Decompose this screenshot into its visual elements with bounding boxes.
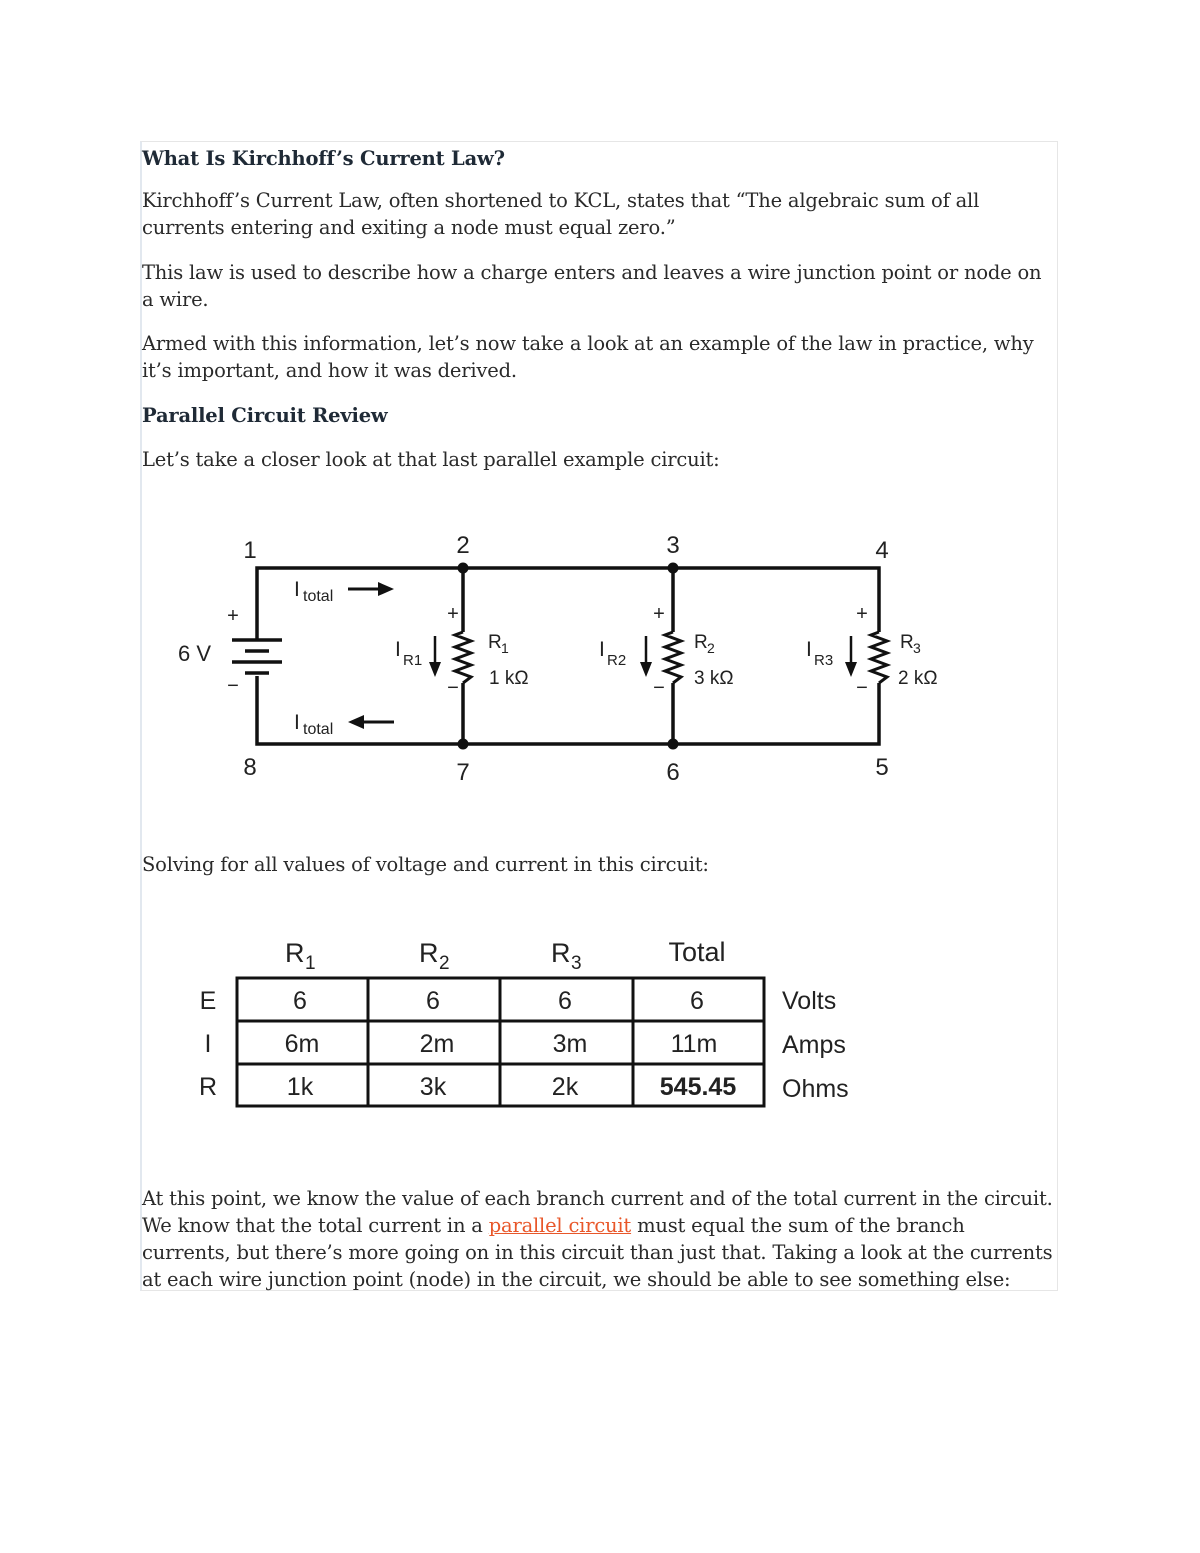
i-r3-sub: R3: [814, 652, 834, 669]
i-total-top-sub: total: [303, 588, 334, 605]
table-cell: 6: [690, 987, 704, 1015]
i-total-bottom-letter: I: [294, 711, 300, 734]
heading-parallel-review: Parallel Circuit Review: [142, 404, 388, 427]
r3-plus-sign: +: [856, 603, 868, 625]
r1-plus-sign: +: [447, 603, 459, 625]
table-cell-total-resistance: 545.45: [659, 1073, 737, 1101]
paragraph-text-before-link: At this point, we know the value of each branch current and of the total current in the circuit. We know that the total current in a: [142, 1187, 1053, 1237]
source-voltage-label: 6 V: [178, 641, 212, 666]
node-label-5: 5: [875, 754, 889, 781]
node-dot-6: [668, 739, 679, 750]
node-label-7: 7: [456, 759, 470, 786]
table-cell: 6: [426, 987, 440, 1015]
i-r2-letter: I: [599, 638, 605, 661]
row-label-r: R: [198, 1073, 218, 1101]
i-total-top-letter: I: [294, 578, 300, 601]
r1-name-letter: R: [488, 632, 502, 653]
r3-name-index: 3: [913, 640, 921, 656]
table-cell: 6: [293, 987, 307, 1015]
i-r1-letter: I: [395, 638, 401, 661]
values-table: [180, 925, 900, 1115]
i-total-bottom-sub: total: [303, 721, 334, 738]
node-label-4: 4: [875, 537, 889, 564]
table-cell: 1k: [286, 1073, 314, 1101]
down-arrow-icon: [429, 636, 441, 677]
paragraph-solving: Solving for all values of voltage and current in this circuit:: [142, 853, 709, 876]
down-arrow-icon: [640, 636, 652, 677]
table-cell: 3m: [552, 1030, 588, 1058]
resistor-r1-symbol: [455, 632, 471, 683]
i-r3-letter: I: [806, 638, 812, 661]
r2-plus-sign: +: [653, 603, 665, 625]
battery-symbol: [232, 640, 282, 673]
col-header-total: Total: [668, 937, 726, 967]
node-dot-2: [458, 563, 469, 574]
r1-value: 1 kΩ: [489, 668, 529, 689]
paragraph-law-usage: This law is used to describe how a charge enters and leaves a wire junction point or node on a wire.: [142, 261, 1042, 311]
node-dot-3: [668, 563, 679, 574]
table-cell: 6: [558, 987, 572, 1015]
row-label-e: E: [199, 987, 217, 1015]
table-cell: 2k: [551, 1073, 579, 1101]
col-header-r3-index: 3: [571, 953, 582, 974]
parallel-circuit-diagram: [160, 520, 980, 800]
i-r1-sub: R1: [403, 652, 423, 669]
battery-minus-sign: −: [227, 675, 239, 697]
unit-amps: Amps: [782, 1031, 846, 1059]
paragraph-text-after-link: must equal the sum of the branch currents, but there’s more going on in this circuit than just that. Taking a look at the currents at each wire junction point (node) in the circuit, we should be able to see something else:: [142, 1214, 1053, 1291]
resistor-r3-symbol: [871, 632, 887, 683]
col-header-r1-index: 1: [305, 953, 316, 974]
resistor-r2-symbol: [665, 632, 681, 683]
battery-plus-sign: +: [227, 605, 239, 627]
r3-minus-sign: −: [856, 677, 868, 699]
r2-name-index: 2: [707, 640, 715, 656]
paragraph-closer-look: Let’s take a closer look at that last parallel example circuit:: [142, 448, 720, 471]
node-label-6: 6: [666, 759, 680, 786]
r3-name-letter: R: [900, 632, 914, 653]
col-header-r2-letter: R: [419, 938, 439, 968]
i-r2-sub: R2: [607, 652, 627, 669]
r2-value: 3 kΩ: [694, 668, 734, 689]
r3-value: 2 kΩ: [898, 668, 938, 689]
table-cell: 6m: [284, 1030, 320, 1058]
r2-minus-sign: −: [653, 677, 665, 699]
table-cell: 2m: [419, 1030, 455, 1058]
table-cell: 11m: [670, 1030, 718, 1058]
left-arrow-icon: [348, 715, 394, 729]
r1-minus-sign: −: [447, 677, 459, 699]
paragraph-armed-info: Armed with this information, let’s now take a look at an example of the law in practice, why it’s important, and how it was derived.: [142, 332, 1034, 382]
paragraph-kcl-definition: Kirchhoff’s Current Law, often shortened to KCL, states that “The algebraic sum of all currents entering and exiting a node must equal zero.”: [142, 189, 980, 239]
node-label-3: 3: [666, 532, 680, 559]
r1-name-index: 1: [501, 640, 509, 656]
node-label-8: 8: [243, 754, 257, 781]
paragraph-branch-currents: [142, 1185, 1057, 1293]
node-label-2: 2: [456, 532, 470, 559]
r2-name-letter: R: [694, 632, 708, 653]
right-arrow-icon: [348, 582, 394, 596]
unit-volts: Volts: [782, 987, 837, 1015]
row-label-i: I: [204, 1030, 212, 1058]
circuit-wires: [257, 568, 879, 744]
col-header-r3-letter: R: [551, 938, 571, 968]
heading-kcl: What Is Kirchhoff’s Current Law?: [142, 147, 505, 170]
down-arrow-icon: [845, 636, 857, 677]
col-header-r2-index: 2: [439, 953, 450, 974]
col-header-r1-letter: R: [285, 938, 305, 968]
unit-ohms: Ohms: [782, 1075, 849, 1103]
table-cell: 3k: [419, 1073, 447, 1101]
node-dot-7: [458, 739, 469, 750]
node-label-1: 1: [243, 537, 257, 564]
parallel-circuit-link[interactable]: parallel circuit: [488, 1214, 632, 1237]
